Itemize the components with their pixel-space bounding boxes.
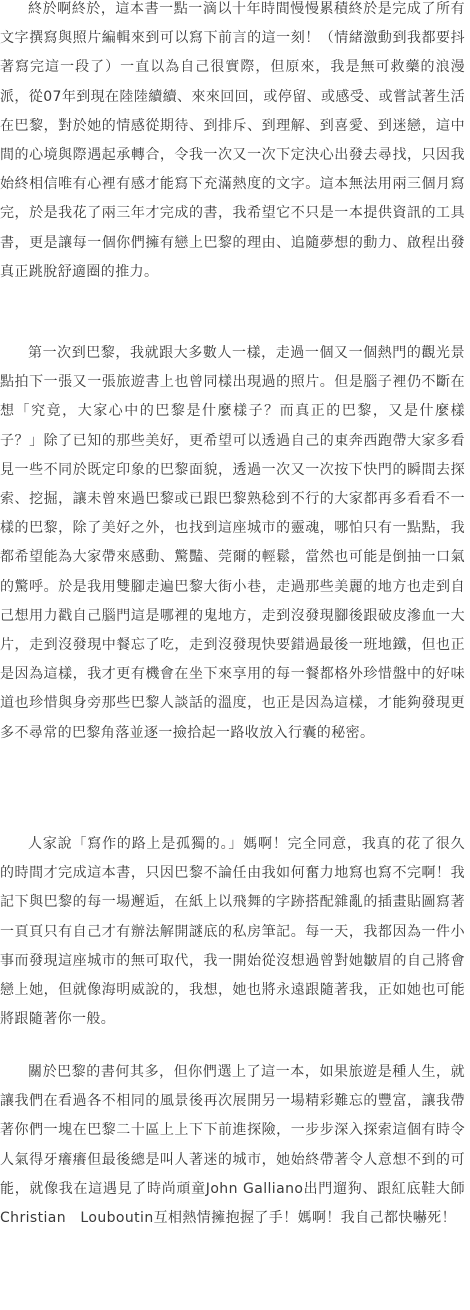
paragraph-4: 關於巴黎的書何其多，但你們選上了這一本，如果旅遊是種人生，就讓我們在看過各不相同的風景後再次展開另一場精彩難忘的豐富，讓我帶著你們一塊在巴黎二十區上上下下前進探險，一步步深入探索這個有時令人氣得牙癢癢但最後總是叫人著迷的城市，她始終帶著令人意想不到的可能，就像我在這遇見了時尚頑童John Galliano出門遛狗、跟紅底鞋大師Christian Louboutin互相熱情擁抱握了手！媽啊！我自己都快嚇死！ xyxy=(0,1064,465,1227)
paragraph-3: 人家說「寫作的路上是孤獨的。」媽啊！完全同意，我真的花了很久的時間才完成這本書，只因巴黎不論任由我如何奮力地寫也寫不完啊！我記下與巴黎的每一場邂逅，在紙上以飛舞的字跡搭配雜亂的插畫貼圖寫著一頁頁只有自己才有辦法解開謎底的私房筆記。每一天，我都因為一件小事而發現這座城市的無可取代，我一開始從沒想過曾對她皺眉的自己將會戀上她，但就像海明威說的，我想，她也將永遠跟隨著我，正如她也可能將跟隨著你一般。 xyxy=(0,836,465,1028)
paragraph-2: 第一次到巴黎，我就跟大多數人一樣，走過一個又一個熱門的觀光景點拍下一張又一張旅遊書上也曾同樣出現過的照片。但是腦子裡仍不斷在想「究竟，大家心中的巴黎是什麼樣子？而真正的巴黎，又是什麼樣子？」除了已知的那些美好，更希望可以透過自己的東奔西跑帶大家多看見一些不同於既定印象的巴黎面貌，透過一次又一次按下快門的瞬間去探索、挖掘，讓未曾來過巴黎或已跟巴黎熟稔到不行的大家都再多看看不一樣的巴黎，除了美好之外，也找到這座城市的靈魂，哪怕只有一點點，我都希望能為大家帶來感動、驚豔、莞爾的輕鬆，當然也可能是倒抽一口氣的驚呼。於是我用雙腳走遍巴黎大街小巷，走過那些美麗的地方也走到自己想用力戳自己腦門這是哪裡的鬼地方，走到沒發現腳後跟破皮滲血一大片，走到沒發現中餐忘了吃，走到沒發現快要錯過最後一班地鐵，但也正是因為這樣，我才更有機會在坐下來享用的每一餐都格外珍惜盤中的好味道也珍惜與身旁那些巴黎人談話的溫度，也正是因為這樣，才能夠發現更多不尋常的巴黎角落並逐一撿拾起一路收放入行囊的秘密。 xyxy=(0,345,465,741)
paragraph-1: 終於啊終於，這本書一點一滴以十年時間慢慢累積終於是完成了所有文字撰寫與照片編輯來到可以寫下前言的這一刻！（情緒激動到我都要抖著寫完這一段了）一直以為自己很實際，但原來，我是無可救藥的浪漫派，從07年到現在陸陸續續、來來回回，或停留、或感受、或嘗試著生活在巴黎，對於她的情感從期待、到排斥、到理解、到喜愛、到迷戀，這中間的心境與際遇起承轉合，令我一次又一次下定決心出發去尋找，只因我始終相信唯有心裡有感才能寫下充滿熱度的文字。這本無法用兩三個月寫完，於是我花了兩三年才完成的書，我希望它不只是一本提供資訊的工具書，更是讓每一個你們擁有戀上巴黎的理由、追隨夢想的動力、啟程出發真正跳脫舒適圈的推力。 xyxy=(0,1,466,280)
